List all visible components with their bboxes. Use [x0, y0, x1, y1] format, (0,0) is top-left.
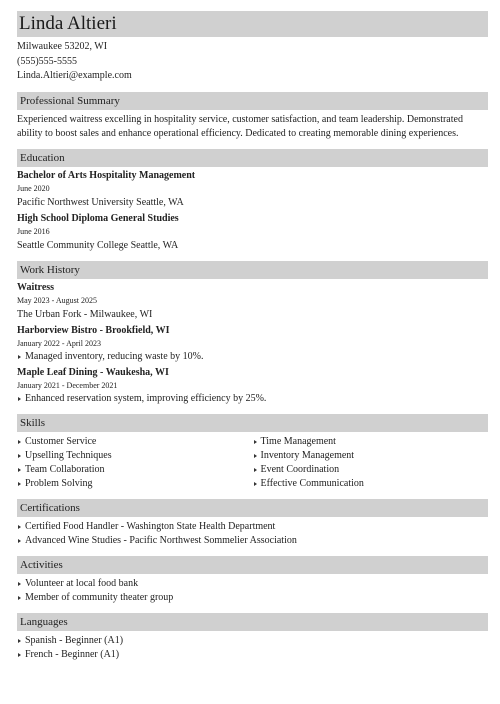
skill-item: Upselling Techniques: [17, 449, 253, 463]
education-entry: [17, 212, 488, 253]
education-degree: Bachelor of Arts Hospitality Management: [17, 169, 196, 181]
education-school: Seattle Community College Seattle, WA: [17, 239, 179, 251]
language-item: French - Beginner (A1): [17, 648, 488, 662]
work-position: Maple Leaf Dining - Waukesha, WI: [17, 366, 169, 378]
certification-item: Certified Food Handler - Washington State Health Department: [17, 520, 488, 534]
work-date: January 2022 - April 2023: [17, 338, 101, 348]
skills-column-right: [253, 435, 489, 491]
skills-column-left: [17, 435, 253, 491]
work-entry: [17, 324, 488, 364]
skill-item: Customer Service: [17, 435, 253, 449]
work-entry: [17, 366, 488, 406]
skill-item: Team Collaboration: [17, 463, 253, 477]
resume-page: [17, 11, 488, 662]
skill-item: Event Coordination: [253, 463, 489, 477]
work-position: Waitress: [17, 281, 55, 293]
contact-info: [17, 40, 488, 84]
skill-item: Problem Solving: [17, 477, 253, 491]
education-school: Pacific Northwest University Seattle, WA: [17, 196, 184, 208]
contact-address: Milwaukee 53202, WI: [17, 41, 108, 52]
section-header-activities: Activities: [17, 556, 488, 574]
work-entry: [17, 281, 488, 322]
work-date: January 2021 - December 2021: [17, 380, 118, 390]
work-bullet: Managed inventory, reducing waste by 10%.: [17, 350, 488, 364]
work-position: Harborview Bistro - Brookfield, WI: [17, 324, 170, 336]
contact-phone: (555)555-5555: [17, 55, 77, 67]
section-header-work: Work History: [17, 261, 488, 279]
language-item: Spanish - Beginner (A1): [17, 634, 488, 648]
work-date: May 2023 - August 2025: [17, 295, 97, 305]
activity-item: Member of community theater group: [17, 591, 488, 605]
skills-grid: [17, 435, 488, 491]
languages-list: [17, 634, 488, 662]
education-degree: High School Diploma General Studies: [17, 212, 179, 224]
skill-item: Time Management: [253, 435, 489, 449]
section-header-languages: Languages: [17, 613, 488, 631]
certifications-list: [17, 520, 488, 548]
education-date: June 2020: [17, 183, 50, 193]
section-header-skills: Skills: [17, 414, 488, 432]
skill-item: Effective Communication: [253, 477, 489, 491]
summary-text: Experienced waitress excelling in hospitality service, customer satisfaction, and team leadership. Demonstrated ability to boost sales and enhance operational efficiency. Dedicated to creating memorable dining experiences.: [17, 113, 463, 139]
contact-email[interactable]: Linda.Altieri@example.com: [17, 70, 132, 81]
work-bullets: [17, 392, 488, 406]
section-header-summary: Professional Summary: [17, 92, 488, 110]
certification-item: Advanced Wine Studies - Pacific Northwest Sommelier Association: [17, 534, 488, 548]
education-date: June 2016: [17, 226, 50, 236]
education-entry: [17, 169, 488, 210]
section-header-education: Education: [17, 149, 488, 167]
work-company: The Urban Fork - Milwaukee, WI: [17, 308, 153, 320]
section-header-certifications: Certifications: [17, 499, 488, 517]
activity-item: Volunteer at local food bank: [17, 577, 488, 591]
work-bullet: Enhanced reservation system, improving efficiency by 25%.: [17, 392, 488, 406]
activities-list: [17, 577, 488, 605]
skill-item: Inventory Management: [253, 449, 489, 463]
work-bullets: [17, 350, 488, 364]
resume-name: Linda Altieri: [17, 11, 488, 37]
